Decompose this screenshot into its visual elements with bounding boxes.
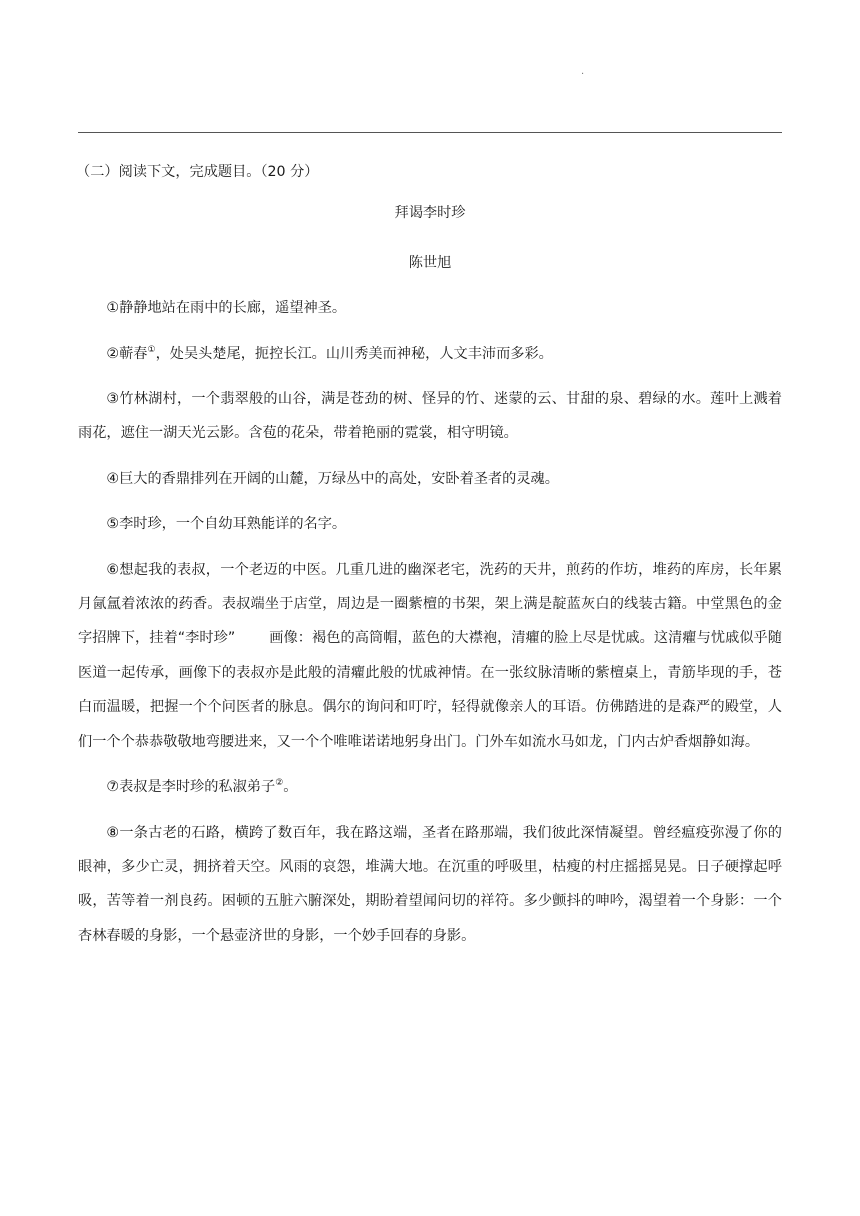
paragraph-2 (78, 337, 782, 371)
article-author: 陈世旭 (408, 254, 452, 271)
paragraph-6-text-b: 画像：褐色的高筒帽，蓝色的大襟袍，清癯的脸上尽是忧戚。这清癯与忧戚似乎随医道一起传承，画像下的表叔亦是此般的清癯此般的忧戚神情。在一张纹脉清晰的紫檀桌上，青筋毕现的手，苍白而温暖，把握一个个问医者的脉息。偶尔的询问和叮咛，轻得就像亲人的耳语。仿佛踏进的是森严的殿堂，人们一个个恭恭敬敬地弯腰进来，又一个个唯唯诺诺地躬身出门。门外车如流水马如龙，门内古炉香烟静如海。 (78, 630, 782, 750)
paragraph-5: ⑤李时珍，一个自幼耳熟能详的名字。 (106, 516, 347, 533)
paragraph-2-text-a: ②蕲春 (106, 345, 148, 362)
paragraph-7-text-b: 。 (283, 779, 298, 796)
paragraph-1: ①静静地站在雨中的长廊，遥望神圣。 (106, 300, 347, 317)
header-mark: . (581, 66, 585, 77)
paragraph-7 (78, 770, 782, 804)
paragraph-2-text-b: ，处吴头楚尾，扼控长江。山川秀美而神秘，人文丰沛而多彩。 (155, 345, 553, 362)
footnote-ref-2: ② (275, 778, 284, 789)
paragraph-7-text-a: ⑦表叔是李时珍的私淑弟子 (106, 779, 276, 796)
paragraph-6-text-a: ⑥想起我的表叔，一个老迈的中医。几重几进的幽深老宅，洗药的天井，煎药的作坊，堆药的库房，长年累月氤氲着浓浓的药香。表叔端坐于店堂，周边是一圈紫檀的书架，架上满是靛蓝灰白的线装古籍。中堂黑色的金字招牌下，挂着“李时珍” (78, 561, 782, 647)
reading-passage (78, 155, 782, 953)
paragraph-8: ⑧一条古老的石路，横跨了数百年，我在路这端，圣者在路那端，我们彼此深情凝望。曾经瘟疫弥漫了你的眼神，多少亡灵，拥挤着天空。风雨的哀怨，堆满大地。在沉重的呼吸里，枯瘦的村庄摇摇晃晃。日子硬撑起呼吸，苦等着一剂良药。困顿的五脏六腑深处，期盼着望闻问切的祥符。多少颤抖的呻吟，渴望着一个身影：一个杏林春暖的身影，一个悬壶济世的身影，一个妙手回春的身影。 (78, 824, 782, 944)
footnote-ref-1: ① (147, 344, 156, 355)
article-title: 拜谒李时珍 (394, 205, 466, 222)
header-rule (78, 132, 782, 133)
paragraph-4: ④巨大的香鼎排列在开阔的山麓，万绿丛中的高处，安卧着圣者的灵魂。 (106, 470, 559, 487)
paragraph-3: ③竹林湖村，一个翡翠般的山谷，满是苍劲的树、怪异的竹、迷蒙的云、甘甜的泉、碧绿的水。莲叶上溅着雨花，遮住一湖天光云影。含苞的花朵，带着艳丽的霓裳，相守明镜。 (78, 391, 782, 442)
section-title: （二）阅读下文，完成题目。（20 分） (76, 164, 319, 180)
paragraph-6 (78, 553, 782, 759)
